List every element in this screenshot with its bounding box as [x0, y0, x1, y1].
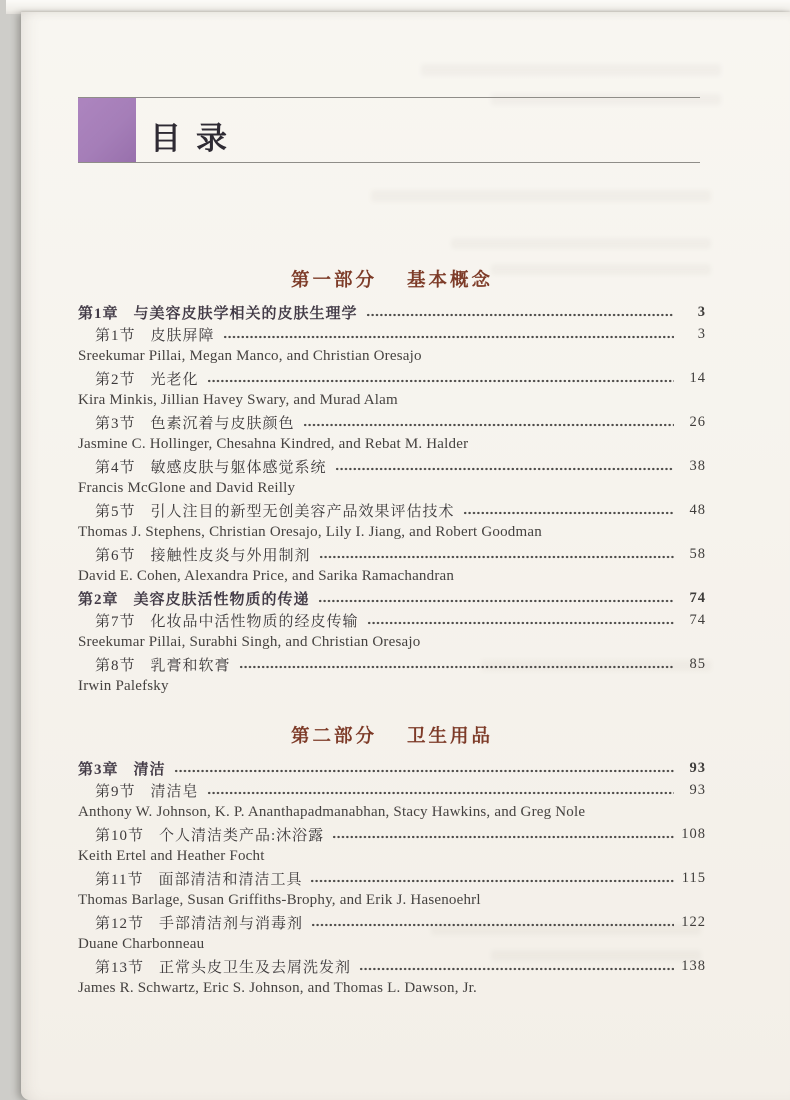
entry-title: 引人注目的新型无创美容产品效果评估技术: [150, 503, 455, 520]
part-label: 第二部分: [290, 727, 377, 747]
dot-leader: [318, 599, 674, 602]
entry-label: 第2节: [95, 371, 136, 388]
dot-leader: [310, 879, 674, 882]
page-number: 38: [689, 457, 706, 474]
part-title: 卫生用品: [407, 727, 494, 747]
page-number: 26: [689, 413, 706, 430]
authors-text: Duane Charbonneau: [78, 935, 205, 952]
toc-authors-line: [78, 565, 706, 587]
toc-entry-section: [78, 609, 706, 631]
dot-leader: [174, 769, 674, 772]
page-number: 85: [689, 655, 706, 672]
part-title: 基本概念: [407, 271, 494, 291]
dot-leader: [223, 335, 674, 338]
toc-entry-section: [78, 911, 706, 933]
entry-label: 第3节: [95, 415, 136, 432]
dot-leader: [207, 791, 674, 794]
authors-text: Irwin Palefsky: [78, 677, 169, 694]
entry-label: 第7节: [95, 613, 136, 630]
toc-authors-line: [78, 845, 706, 867]
entry-title: 与美容皮肤学相关的皮肤生理学: [133, 305, 358, 322]
toc-entry-section: [78, 455, 706, 477]
book-page: [21, 12, 790, 1100]
page-number: 58: [689, 545, 706, 562]
dot-leader: [332, 835, 674, 838]
entry-label: 第1章: [78, 305, 119, 322]
toc-entry-chapter: [78, 301, 706, 323]
authors-text: Thomas Barlage, Susan Griffiths-Brophy, and Erik J. Hasenoehrl: [78, 891, 481, 908]
page-number: 74: [689, 611, 706, 628]
page-number: 3: [697, 325, 706, 342]
page-number: 93: [689, 759, 706, 776]
entry-label: 第5节: [95, 503, 136, 520]
entry-label: 第6节: [95, 547, 136, 564]
entry-title: 个人清洁类产品:沐浴露: [159, 827, 325, 844]
authors-text: Keith Ertel and Heather Focht: [78, 847, 265, 864]
authors-text: Jasmine C. Hollinger, Chesahna Kindred, and Rebat M. Halder: [78, 435, 469, 452]
entry-label: 第10节: [95, 827, 145, 844]
toc-entry-section: [78, 653, 706, 675]
bleed-through-artifact: [371, 190, 711, 202]
accent-block: [78, 98, 136, 162]
toc-header: [78, 97, 700, 163]
toc-authors-line: [78, 977, 706, 999]
toc-authors-line: [78, 933, 706, 955]
page-number: 108: [681, 825, 706, 842]
authors-text: Francis McGlone and David Reilly: [78, 479, 296, 496]
entry-label: 第3章: [78, 761, 119, 778]
toc-entry-section: [78, 499, 706, 521]
entry-label: 第12节: [95, 915, 145, 932]
entry-label: 第8节: [95, 657, 136, 674]
dot-leader: [207, 379, 674, 382]
dot-leader: [319, 555, 674, 558]
page-number: 48: [689, 501, 706, 518]
toc-entry-chapter: [78, 757, 706, 779]
entry-title: 接触性皮炎与外用制剂: [150, 547, 311, 564]
page-number: 14: [689, 369, 706, 386]
toc-authors-line: [78, 889, 706, 911]
toc-authors-line: [78, 389, 706, 411]
entry-title: 面部清洁和清洁工具: [158, 871, 303, 888]
page-title: 目录: [150, 120, 242, 156]
authors-text: Sreekumar Pillai, Megan Manco, and Christian Oresajo: [78, 347, 422, 364]
entry-title: 清洁皂: [150, 783, 199, 800]
entry-label: 第11节: [95, 871, 144, 888]
toc-entry-section: [78, 823, 706, 845]
toc-part-heading: [78, 265, 706, 293]
page-number: 122: [681, 913, 706, 930]
entry-label: 第1节: [95, 327, 136, 344]
authors-text: Thomas J. Stephens, Christian Oresajo, Lily I. Jiang, and Robert Goodman: [78, 523, 542, 540]
toc-authors-line: [78, 675, 706, 697]
entry-label: 第4节: [95, 459, 136, 476]
dot-leader: [367, 621, 674, 624]
entry-title: 光老化: [150, 371, 199, 388]
toc-list: [78, 265, 706, 999]
toc-entry-section: [78, 955, 706, 977]
toc-part-heading: [78, 721, 706, 749]
dot-leader: [366, 313, 674, 316]
toc-authors-line: [78, 345, 706, 367]
page-number: 115: [681, 869, 706, 886]
page-number: 138: [681, 957, 706, 974]
authors-text: James R. Schwartz, Eric S. Johnson, and Thomas L. Dawson, Jr.: [78, 979, 477, 996]
entry-title: 乳膏和软膏: [150, 657, 231, 674]
entry-label: 第9节: [95, 783, 136, 800]
toc-entry-section: [78, 867, 706, 889]
entry-title: 正常头皮卫生及去屑洗发剂: [159, 959, 352, 976]
authors-text: Kira Minkis, Jillian Havey Swary, and Murad Alam: [78, 391, 398, 408]
page-number: 74: [689, 589, 706, 606]
entry-title: 化妆品中活性物质的经皮传输: [150, 613, 359, 630]
toc-entry-section: [78, 411, 706, 433]
bleed-through-artifact: [451, 238, 711, 249]
entry-label: 第2章: [78, 591, 119, 608]
authors-text: Anthony W. Johnson, K. P. Ananthapadmanabhan, Stacy Hawkins, and Greg Nole: [78, 803, 586, 820]
toc-entry-section: [78, 323, 706, 345]
entry-label: 第13节: [95, 959, 145, 976]
toc-entry-section: [78, 543, 706, 565]
entry-title: 手部清洁剂与消毒剂: [159, 915, 304, 932]
toc-authors-line: [78, 433, 706, 455]
toc-authors-line: [78, 477, 706, 499]
entry-title: 敏感皮肤与躯体感觉系统: [150, 459, 327, 476]
dot-leader: [335, 467, 674, 470]
toc-entry-section: [78, 779, 706, 801]
entry-title: 色素沉着与皮肤颜色: [150, 415, 295, 432]
entry-title: 美容皮肤活性物质的传递: [133, 591, 310, 608]
toc-authors-line: [78, 631, 706, 653]
toc-authors-line: [78, 801, 706, 823]
part-label: 第一部分: [290, 271, 377, 291]
toc-entry-chapter: [78, 587, 706, 609]
dot-leader: [359, 967, 674, 970]
bleed-through-artifact: [421, 64, 721, 76]
page-number: 3: [697, 303, 706, 320]
dot-leader: [311, 923, 674, 926]
dot-leader: [303, 423, 674, 426]
page-number: 93: [689, 781, 706, 798]
dot-leader: [463, 511, 674, 514]
dot-leader: [239, 665, 674, 668]
entry-title: 皮肤屏障: [150, 327, 215, 344]
toc-entry-section: [78, 367, 706, 389]
toc-authors-line: [78, 521, 706, 543]
authors-text: Sreekumar Pillai, Surabhi Singh, and Christian Oresajo: [78, 633, 421, 650]
authors-text: David E. Cohen, Alexandra Price, and Sarika Ramachandran: [78, 567, 455, 584]
entry-title: 清洁: [133, 761, 166, 778]
